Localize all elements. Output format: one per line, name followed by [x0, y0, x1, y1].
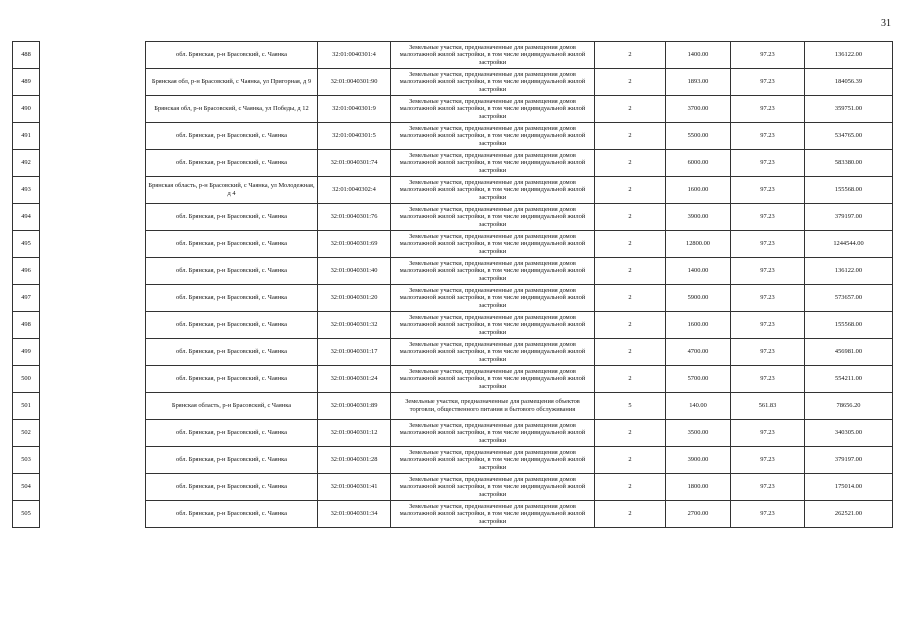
table-row — [13, 474, 893, 501]
cadastral-value-cell: 155568.00 — [805, 177, 893, 204]
group-cell: 2 — [595, 501, 666, 528]
address-cell: обл. Брянская, р-н Брасовский, с. Чаянка — [146, 204, 318, 231]
cadastral-number-cell: 32:01:0040301:12 — [318, 420, 391, 447]
table-row — [13, 285, 893, 312]
group-cell: 2 — [595, 150, 666, 177]
cadastral-number-cell: 32:01:0040301:24 — [318, 366, 391, 393]
cadastral-value-cell: 1244544.00 — [805, 231, 893, 258]
spacer-cell — [40, 501, 146, 528]
cadastral-number-cell: 32:01:0040301:76 — [318, 204, 391, 231]
group-cell: 2 — [595, 339, 666, 366]
group-cell: 2 — [595, 447, 666, 474]
table-row — [13, 447, 893, 474]
address-cell: обл. Брянская, р-н Брасовский, с. Чаянка — [146, 285, 318, 312]
row-number-cell: 496 — [13, 258, 40, 285]
specific-value-cell: 97.23 — [731, 285, 805, 312]
land-use-cell: Земельные участки, предназначенные для размещения домов малоэтажной жилой застройки, в том числе индивидуальной жилой застройки — [391, 204, 595, 231]
address-cell: обл. Брянская, р-н Брасовский, с. Чаянка — [146, 42, 318, 69]
group-cell: 2 — [595, 258, 666, 285]
row-number-cell: 500 — [13, 366, 40, 393]
area-cell: 5700.00 — [666, 366, 731, 393]
row-number-cell: 497 — [13, 285, 40, 312]
cadastral-value-cell: 359751.00 — [805, 96, 893, 123]
cadastral-value-cell: 379197.00 — [805, 204, 893, 231]
row-number-cell: 494 — [13, 204, 40, 231]
row-number-cell: 492 — [13, 150, 40, 177]
table-row — [13, 366, 893, 393]
specific-value-cell: 97.23 — [731, 501, 805, 528]
spacer-cell — [40, 366, 146, 393]
spacer-cell — [40, 150, 146, 177]
cadastral-number-cell: 32:01:0040301:20 — [318, 285, 391, 312]
group-cell: 2 — [595, 204, 666, 231]
cadastral-number-cell: 32:01:0040301:32 — [318, 312, 391, 339]
area-cell: 1400.00 — [666, 42, 731, 69]
group-cell: 2 — [595, 177, 666, 204]
table-row — [13, 312, 893, 339]
specific-value-cell: 97.23 — [731, 231, 805, 258]
specific-value-cell: 561.83 — [731, 393, 805, 420]
address-cell: обл. Брянская, р-н Брасовский, с. Чаянка — [146, 123, 318, 150]
area-cell: 1400.00 — [666, 258, 731, 285]
spacer-cell — [40, 258, 146, 285]
table-row — [13, 42, 893, 69]
group-cell: 2 — [595, 312, 666, 339]
area-cell: 5900.00 — [666, 285, 731, 312]
area-cell: 2700.00 — [666, 501, 731, 528]
specific-value-cell: 97.23 — [731, 258, 805, 285]
land-use-cell: Земельные участки, предназначенные для размещения домов малоэтажной жилой застройки, в том числе индивидуальной жилой застройки — [391, 312, 595, 339]
row-number-cell: 488 — [13, 42, 40, 69]
cadastral-value-table — [12, 41, 893, 528]
land-use-cell: Земельные участки, предназначенные для размещения домов малоэтажной жилой застройки, в том числе индивидуальной жилой застройки — [391, 69, 595, 96]
address-cell: обл. Брянская, р-н Брасовский, с. Чаянка — [146, 231, 318, 258]
cadastral-value-cell: 554211.00 — [805, 366, 893, 393]
row-number-cell: 501 — [13, 393, 40, 420]
specific-value-cell: 97.23 — [731, 42, 805, 69]
address-cell: обл. Брянская, р-н Брасовский, с. Чаянка — [146, 339, 318, 366]
area-cell: 6000.00 — [666, 150, 731, 177]
table-row — [13, 96, 893, 123]
land-use-cell: Земельные участки, предназначенные для размещения домов малоэтажной жилой застройки, в том числе индивидуальной жилой застройки — [391, 366, 595, 393]
address-cell: обл. Брянская, р-н Брасовский, с. Чаянка — [146, 312, 318, 339]
land-use-cell: Земельные участки, предназначенные для размещения домов малоэтажной жилой застройки, в том числе индивидуальной жилой застройки — [391, 150, 595, 177]
cadastral-number-cell: 32:01:0040301:9 — [318, 96, 391, 123]
table-row — [13, 231, 893, 258]
address-cell: обл. Брянская, р-н Брасовский, с. Чаянка — [146, 420, 318, 447]
table-row — [13, 501, 893, 528]
land-use-cell: Земельные участки, предназначенные для размещения домов малоэтажной жилой застройки, в том числе индивидуальной жилой застройки — [391, 177, 595, 204]
address-cell: Брянская обл, р-н Брасовский, с Чаянка, ул Победы, д 12 — [146, 96, 318, 123]
specific-value-cell: 97.23 — [731, 339, 805, 366]
land-use-cell: Земельные участки, предназначенные для размещения домов малоэтажной жилой застройки, в том числе индивидуальной жилой застройки — [391, 501, 595, 528]
land-use-cell: Земельные участки, предназначенные для размещения домов малоэтажной жилой застройки, в том числе индивидуальной жилой застройки — [391, 285, 595, 312]
group-cell: 5 — [595, 393, 666, 420]
area-cell: 3500.00 — [666, 420, 731, 447]
land-use-cell: Земельные участки, предназначенные для размещения домов малоэтажной жилой застройки, в том числе индивидуальной жилой застройки — [391, 420, 595, 447]
area-cell: 4700.00 — [666, 339, 731, 366]
specific-value-cell: 97.23 — [731, 150, 805, 177]
spacer-cell — [40, 447, 146, 474]
group-cell: 2 — [595, 123, 666, 150]
area-cell: 5500.00 — [666, 123, 731, 150]
cadastral-number-cell: 32:01:0040301:34 — [318, 501, 391, 528]
area-cell: 140.00 — [666, 393, 731, 420]
table-row — [13, 420, 893, 447]
cadastral-number-cell: 32:01:0040302:4 — [318, 177, 391, 204]
cadastral-number-cell: 32:01:0040301:41 — [318, 474, 391, 501]
specific-value-cell: 97.23 — [731, 474, 805, 501]
spacer-cell — [40, 231, 146, 258]
spacer-cell — [40, 393, 146, 420]
row-number-cell: 495 — [13, 231, 40, 258]
table-row — [13, 69, 893, 96]
address-cell: обл. Брянская, р-н Брасовский, с. Чаянка — [146, 150, 318, 177]
cadastral-value-cell: 155568.00 — [805, 312, 893, 339]
address-cell: Брянская область, р-н Брасовский, с Чаянка, ул Молодежная, д 4 — [146, 177, 318, 204]
area-cell: 3900.00 — [666, 204, 731, 231]
land-use-cell: Земельные участки, предназначенные для размещения домов малоэтажной жилой застройки, в том числе индивидуальной жилой застройки — [391, 231, 595, 258]
cadastral-number-cell: 32:01:0040301:40 — [318, 258, 391, 285]
spacer-cell — [40, 204, 146, 231]
specific-value-cell: 97.23 — [731, 312, 805, 339]
area-cell: 3900.00 — [666, 447, 731, 474]
land-use-cell: Земельные участки, предназначенные для размещения домов малоэтажной жилой застройки, в том числе индивидуальной жилой застройки — [391, 96, 595, 123]
table-row — [13, 150, 893, 177]
spacer-cell — [40, 339, 146, 366]
group-cell: 2 — [595, 69, 666, 96]
row-number-cell: 502 — [13, 420, 40, 447]
specific-value-cell: 97.23 — [731, 123, 805, 150]
cadastral-value-cell: 262521.00 — [805, 501, 893, 528]
group-cell: 2 — [595, 231, 666, 258]
area-cell: 1893.00 — [666, 69, 731, 96]
cadastral-number-cell: 32:01:0040301:28 — [318, 447, 391, 474]
cadastral-number-cell: 32:01:0040301:89 — [318, 393, 391, 420]
spacer-cell — [40, 42, 146, 69]
row-number-cell: 503 — [13, 447, 40, 474]
row-number-cell: 504 — [13, 474, 40, 501]
cadastral-value-cell: 175014.00 — [805, 474, 893, 501]
land-use-cell: Земельные участки, предназначенные для размещения домов малоэтажной жилой застройки, в том числе индивидуальной жилой застройки — [391, 447, 595, 474]
spacer-cell — [40, 285, 146, 312]
cadastral-number-cell: 32:01:0040301:90 — [318, 69, 391, 96]
table-row — [13, 204, 893, 231]
group-cell: 2 — [595, 96, 666, 123]
table-row — [13, 393, 893, 420]
specific-value-cell: 97.23 — [731, 366, 805, 393]
spacer-cell — [40, 96, 146, 123]
address-cell: обл. Брянская, р-н Брасовский, с. Чаянка — [146, 447, 318, 474]
land-use-cell: Земельные участки, предназначенные для размещения домов малоэтажной жилой застройки, в том числе индивидуальной жилой застройки — [391, 123, 595, 150]
cadastral-value-cell: 534765.00 — [805, 123, 893, 150]
row-number-cell: 498 — [13, 312, 40, 339]
row-number-cell: 491 — [13, 123, 40, 150]
group-cell: 2 — [595, 42, 666, 69]
cadastral-value-cell: 78656.20 — [805, 393, 893, 420]
cadastral-value-cell: 136122.00 — [805, 258, 893, 285]
cadastral-value-cell: 136122.00 — [805, 42, 893, 69]
cadastral-number-cell: 32:01:0040301:5 — [318, 123, 391, 150]
address-cell: Брянская обл, р-н Брасовский, с Чаянка, ул Пригорная, д 9 — [146, 69, 318, 96]
land-use-cell: Земельные участки, предназначенные для размещения домов малоэтажной жилой застройки, в том числе индивидуальной жилой застройки — [391, 42, 595, 69]
area-cell: 12800.00 — [666, 231, 731, 258]
cadastral-value-cell: 379197.00 — [805, 447, 893, 474]
page-number: 31 — [881, 18, 891, 29]
table-body — [13, 42, 893, 528]
row-number-cell: 490 — [13, 96, 40, 123]
area-cell: 1600.00 — [666, 177, 731, 204]
land-use-cell: Земельные участки, предназначенные для размещения домов малоэтажной жилой застройки, в том числе индивидуальной жилой застройки — [391, 474, 595, 501]
cadastral-number-cell: 32:01:0040301:4 — [318, 42, 391, 69]
table-row — [13, 123, 893, 150]
specific-value-cell: 97.23 — [731, 204, 805, 231]
spacer-cell — [40, 312, 146, 339]
spacer-cell — [40, 123, 146, 150]
land-use-cell: Земельные участки, предназначенные для размещения домов малоэтажной жилой застройки, в том числе индивидуальной жилой застройки — [391, 258, 595, 285]
group-cell: 2 — [595, 366, 666, 393]
specific-value-cell: 97.23 — [731, 420, 805, 447]
row-number-cell: 493 — [13, 177, 40, 204]
address-cell: обл. Брянская, р-н Брасовский, с. Чаянка — [146, 474, 318, 501]
cadastral-number-cell: 32:01:0040301:74 — [318, 150, 391, 177]
cadastral-number-cell: 32:01:0040301:69 — [318, 231, 391, 258]
table-row — [13, 177, 893, 204]
cadastral-value-cell: 184056.39 — [805, 69, 893, 96]
cadastral-value-cell: 583380.00 — [805, 150, 893, 177]
area-cell: 1800.00 — [666, 474, 731, 501]
row-number-cell: 505 — [13, 501, 40, 528]
spacer-cell — [40, 474, 146, 501]
group-cell: 2 — [595, 285, 666, 312]
area-cell: 1600.00 — [666, 312, 731, 339]
cadastral-value-cell: 573657.00 — [805, 285, 893, 312]
address-cell: обл. Брянская, р-н Брасовский, с. Чаянка — [146, 366, 318, 393]
land-use-cell: Земельные участки, предназначенные для размещения домов малоэтажной жилой застройки, в том числе индивидуальной жилой застройки — [391, 339, 595, 366]
address-cell: обл. Брянская, р-н Брасовский, с. Чаянка — [146, 258, 318, 285]
group-cell: 2 — [595, 420, 666, 447]
area-cell: 3700.00 — [666, 96, 731, 123]
cadastral-value-cell: 456981.00 — [805, 339, 893, 366]
address-cell: Брянская область, р-н Брасовский, с Чаянка — [146, 393, 318, 420]
table-row — [13, 258, 893, 285]
address-cell: обл. Брянская, р-н Брасовский, с. Чаянка — [146, 501, 318, 528]
cadastral-value-cell: 340305.00 — [805, 420, 893, 447]
row-number-cell: 499 — [13, 339, 40, 366]
specific-value-cell: 97.23 — [731, 177, 805, 204]
specific-value-cell: 97.23 — [731, 447, 805, 474]
spacer-cell — [40, 177, 146, 204]
land-use-cell: Земельные участки, предназначенные для размещения объектов торговли, общественного питания и бытового обслуживания — [391, 393, 595, 420]
table-row — [13, 339, 893, 366]
cadastral-number-cell: 32:01:0040301:17 — [318, 339, 391, 366]
specific-value-cell: 97.23 — [731, 69, 805, 96]
spacer-cell — [40, 420, 146, 447]
spacer-cell — [40, 69, 146, 96]
specific-value-cell: 97.23 — [731, 96, 805, 123]
group-cell: 2 — [595, 474, 666, 501]
row-number-cell: 489 — [13, 69, 40, 96]
